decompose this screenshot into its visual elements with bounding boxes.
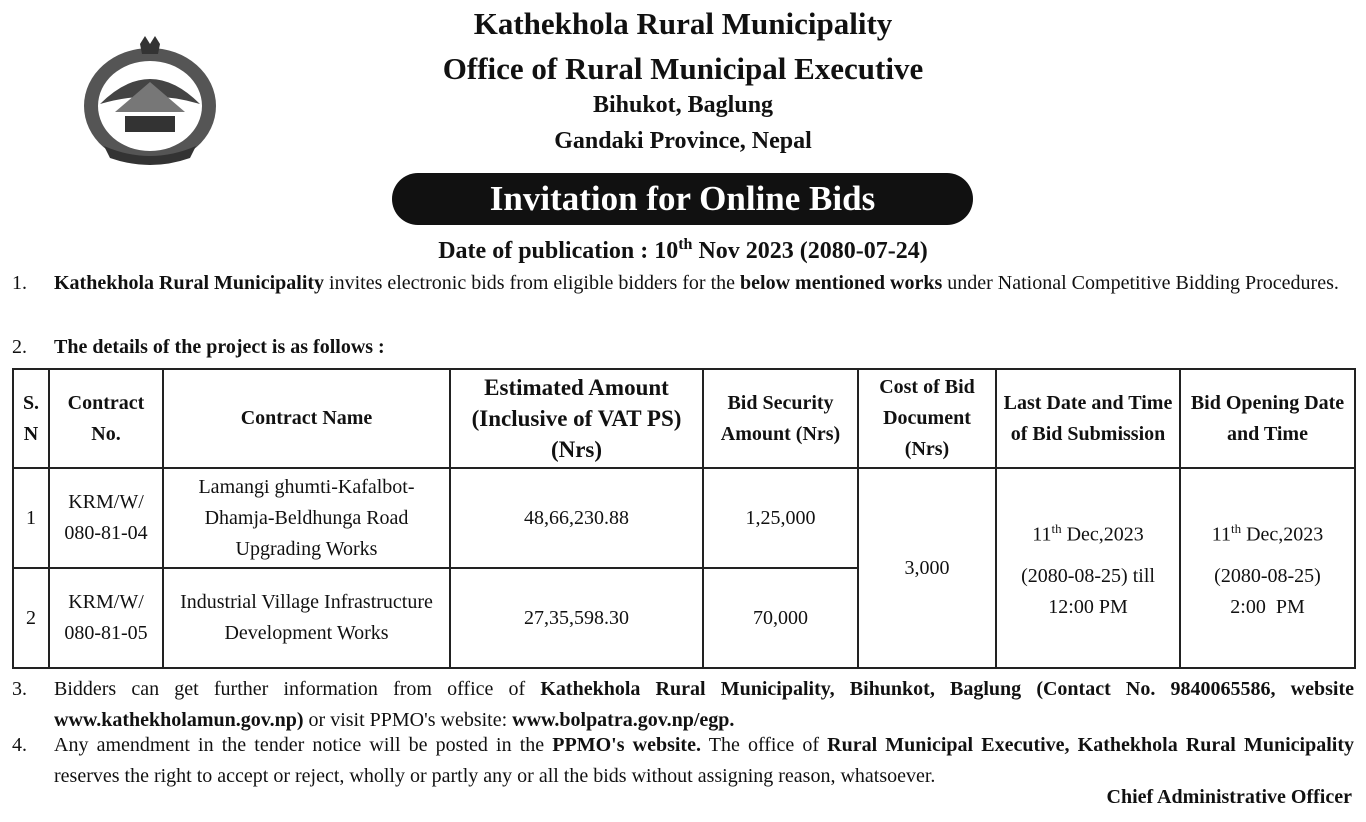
header-contract-name: Contract Name [163,369,450,468]
signatory-title: Chief Administrative Officer [1106,786,1352,808]
province-country: Gandaki Province, Nepal [554,128,812,154]
row-sn: 1 [13,468,49,568]
paragraph-number: 2. [12,336,27,358]
paragraph-1: 1. Kathekhola Rural Municipality invites electronic bids from eligible bidders for the below mentioned works under National Competitive Bidding Procedures. [12,268,1354,299]
row-contract-name: Industrial Village Infrastructure Development Works [163,568,450,668]
paragraph-number: 4. [12,734,27,756]
paragraph-number: 1. [12,272,27,294]
header-contract-no: Contract No. [49,369,163,468]
row-estimated-amount: 48,66,230.88 [450,468,703,568]
row-contract-no: KRM/W/ 080-81-04 [49,468,163,568]
contracts-table [12,368,1356,669]
municipality-name: Kathekhola Rural Municipality [473,6,893,41]
row-bid-security: 70,000 [703,568,858,668]
paragraph-number: 3. [12,678,27,700]
header-last-date: Last Date and Time of Bid Submission [996,369,1180,468]
cost-of-bid-document: 3,000 [858,468,996,668]
header-cost-document: Cost of Bid Document (Nrs) [858,369,996,468]
paragraph-3: 3. Bidders can get further information from office of Kathekhola Rural Municipality, Bihunkot, Baglung (Contact No. 9840065586, website www.kathekholamun.gov.np) or visit PPMO's website: www.bolpatra.gov.np/egp. [12,674,1354,736]
row-bid-security: 1,25,000 [703,468,858,568]
last-submission-date: 11th Dec,2023 (2080-08-25) till 12:00 PM [996,468,1180,668]
header-sn: S. N [13,369,49,468]
publication-date: Date of publication : 10th Nov 2023 (2080-07-24) [438,236,928,264]
bid-opening-date: 11th Dec,2023 (2080-08-25) 2:00 PM [1180,468,1355,668]
header-opening: Bid Opening Date and Time [1180,369,1355,468]
header-estimated-amount: Estimated Amount (Inclusive of VAT PS)(Nrs) [450,369,703,468]
row-contract-no: KRM/W/ 080-81-05 [49,568,163,668]
row-estimated-amount: 27,35,598.30 [450,568,703,668]
table-header-row [13,369,1355,468]
paragraph-2: 2. The details of the project is as follows : [12,332,1354,363]
row-contract-name: Lamangi ghumti-Kafalbot-Dhamja-Beldhunga Road Upgrading Works [163,468,450,568]
office-name: Office of Rural Municipal Executive [442,51,924,86]
office-location: Bihukot, Baglung [592,92,774,118]
header-bid-security: Bid Security Amount (Nrs) [703,369,858,468]
row-sn: 2 [13,568,49,668]
paragraph-4: 4. Any amendment in the tender notice will be posted in the PPMO's website. The office of Rural Municipal Executive, Kathekhola Rural Municipality reserves the right to accept or reject, wholly or partly any or all the bids without assigning reason, whatsoever. [12,730,1354,792]
notice-title-banner: Invitation for Online Bids [392,173,973,225]
table-row [13,468,1355,568]
